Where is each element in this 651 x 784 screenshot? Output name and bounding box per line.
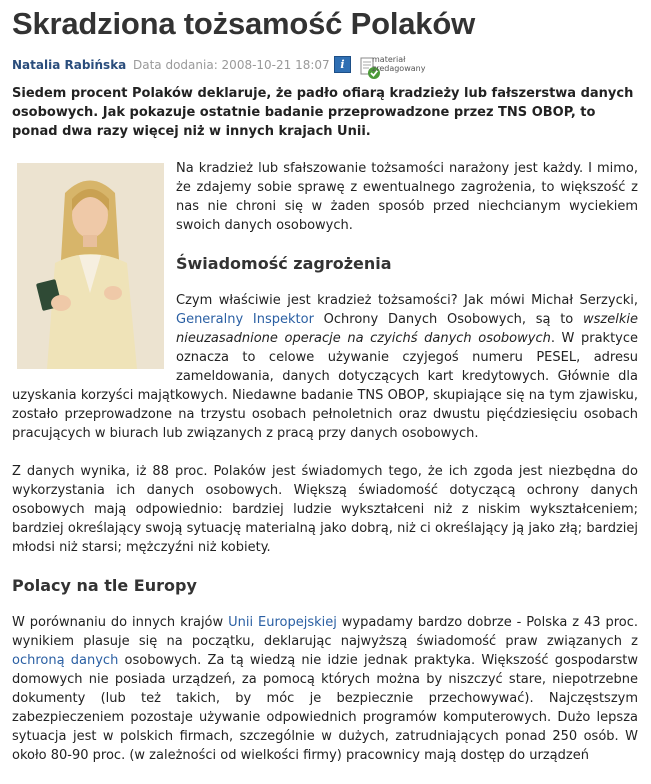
info-icon[interactable]: i — [334, 56, 351, 73]
article-lead: Siedem procent Polaków deklaruje, że padło ofiarą kradzieży lub fałszerstwa danych osobowych. Jak pokazuje ostatnie badanie przeprowadzone przez TNS OBOP, to ponad dwa razy więcej niż w innych krajach Unii. — [12, 86, 634, 139]
text-run: Ochrony Danych Osobowych, są to — [313, 312, 583, 327]
text-run: wypadamy bardzo dobrze - Polska z 43 proc. wynikiem plasuje się na początku, deklarując najwyższą świadomość praw związanych z — [12, 615, 638, 649]
edited-label: materiał zredagowany — [372, 55, 426, 73]
article-title: Skradziona tożsamość Polaków — [12, 6, 475, 41]
article-meta — [12, 56, 642, 80]
article-body — [12, 159, 638, 784]
publish-date: Data dodania: 2008-10-21 18:07 — [133, 58, 330, 72]
link-generalny-inspektor[interactable]: Generalny Inspektor — [176, 312, 314, 327]
author-link[interactable]: Natalia Rabińska — [12, 58, 127, 72]
article-photo — [17, 163, 164, 369]
paragraph-findings: Z danych wynika, iż 88 proc. Polaków jest świadomych tego, że ich zgoda jest niezbędna do wykorzystania ich danych osobowych. Większą świadomość dotyczącą ochrony danych osobowych mają odpowiednio: bardziej ludzie wykształceni niż z niskim wykształceniem; bardziej określający swoją sytuację materialną jako dobrą, niż ci określający ją jako złą; bardziej młodsi niż starsi; mężczyźni niż kobiety. — [12, 464, 638, 555]
link-unia-europejska[interactable]: Unii Europejskiej — [228, 615, 337, 630]
emphasized-quote: wszelkie nieuzasadnione operacje na czyichś danych osobowych — [176, 312, 638, 346]
text-run: . W praktyce oznacza to celowe używanie czyjegoś numeru PESEL, adresu zameldowania, danych dotyczących kart kredytowych. Głównie dla uzyskania korzyści majątkowych. Niedawne badanie TNS OBOP, skupiające się na tym zjawisku, zostało przeprowadzone na trzystu osobach pełnoletnich oraz dwustu pięćdziesięciu osobach pracujących w biurach lub związanych z pracą przy danych osobowych. — [12, 331, 639, 441]
section-heading-europe: Polacy na tle Europy — [12, 576, 197, 595]
text-run: W porównaniu do innych krajów — [12, 615, 229, 630]
section-heading-awareness: Świadomość zagrożenia — [176, 254, 392, 273]
link-ochrona-danych[interactable]: ochroną danych — [12, 653, 119, 668]
paragraph-intro: Na kradzież lub sfałszowanie tożsamości narażony jest każdy. I mimo, że zdajemy sobie sprawę z ewentualnego zagrożenia, to większość z nas nie chroni się w żaden sposób przed niechcianym wyciekiem swoich danych osobowych. — [176, 161, 638, 233]
paragraph-europe — [12, 613, 638, 765]
text-run: osobowych. Za tą wiedzą nie idzie jednak praktyka. Większość gospodarstw domowych nie posiada urządzeń, za pomocą których można by niszczyć stare, niepotrzebne dokumenty (lub też takich, by móc je bezpiecznie przechowywać). Najczęstszym zabezpieczeniem pozostaje używanie odpowiednich programów komputerowych. Dużo lepsza sytuacja jest w polskich firmach, szczególnie w dużych, zatrudniających ponad 250 osób. W około 80-90 proc. (w zależności od wielkości firmy) pracownicy mają dostęp do urządzeń — [12, 653, 638, 763]
text-run: Czym właściwie jest kradzież tożsamości? Jak mówi Michał Serzycki, — [176, 293, 638, 308]
